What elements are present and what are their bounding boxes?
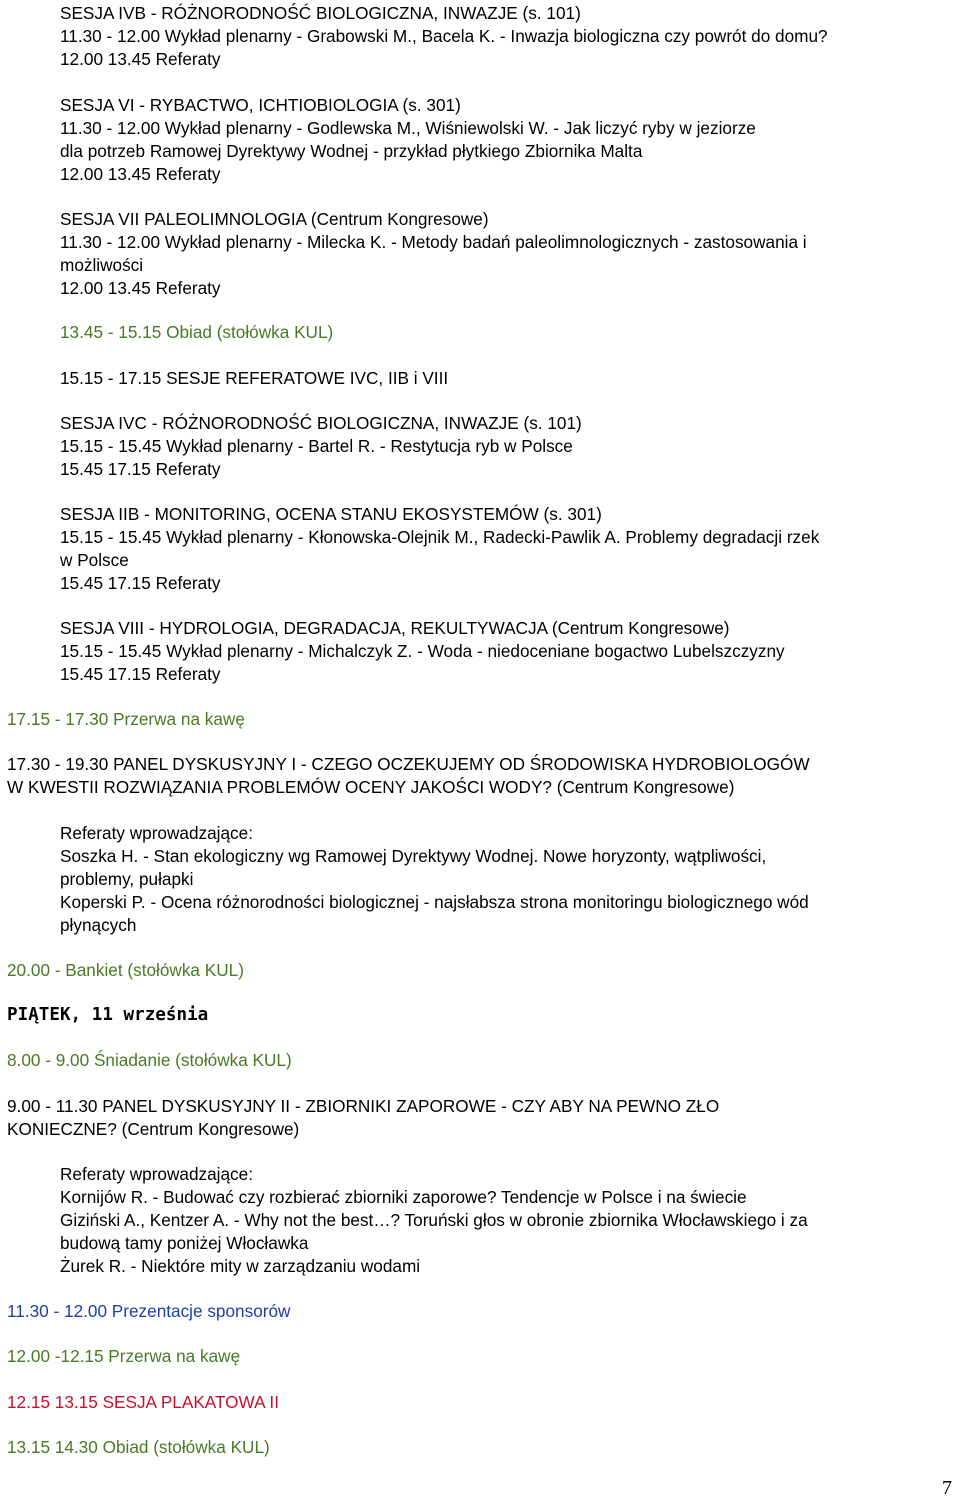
panel-i-talk: Koperski P. - Ocena różnorodności biologicznej - najsłabsza strona monitoringu biologicznego wód — [60, 892, 809, 912]
session-viii-lecture: 15.15 - 15.45 Wykład plenarny - Michalczyk Z. - Woda - niedoceniane bogactwo Lubelszczyzny — [60, 641, 785, 661]
panel-ii-talk-cont: budową tamy poniżej Włocławka — [60, 1233, 309, 1253]
session-ivc-lecture: 15.15 - 15.45 Wykład plenarny - Bartel R. - Restytucja ryb w Polsce — [60, 436, 573, 456]
poster-session: 12.15 13.15 SESJA PLAKATOWA II — [7, 1392, 279, 1412]
session-iib-lecture: 15.15 - 15.45 Wykład plenarny - Kłonowska-Olejnik M., Radecki-Pawlik A. Problemy degradacji rzek — [60, 527, 820, 547]
session-ivc-papers: 15.45 17.15 Referaty — [60, 459, 221, 479]
session-vii-lecture-cont: możliwości — [60, 255, 144, 275]
lunch-break-2: 13.15 14.30 Obiad (stołówka KUL) — [7, 1437, 270, 1457]
page-number: 7 — [942, 1477, 952, 1499]
session-vi-lecture: 11.30 - 12.00 Wykład plenarny - Godlewska M., Wiśniewolski W. - Jak liczyć ryby w jeziorze — [60, 118, 756, 138]
session-viii-papers: 15.45 17.15 Referaty — [60, 664, 221, 684]
session-iib-lecture-cont: w Polsce — [60, 550, 129, 570]
coffee-break-2: 12.00 -12.15 Przerwa na kawę — [7, 1346, 241, 1366]
session-ivb-papers: 12.00 13.45 Referaty — [60, 49, 221, 69]
session-ivb-lecture: 11.30 - 12.00 Wykład plenarny - Grabowski M., Bacela K. - Inwazja biologiczna czy powrót do domu? — [60, 26, 828, 46]
panel-i-intro: Referaty wprowadzające: — [60, 823, 253, 843]
sessions-block-heading: 15.15 - 17.15 SESJE REFERATOWE IVC, IIB i VIII — [60, 368, 449, 388]
panel-ii-talk: Żurek R. - Niektóre mity w zarządzaniu wodami — [60, 1256, 421, 1276]
banquet: 20.00 - Bankiet (stołówka KUL) — [7, 960, 244, 980]
session-ivc-title: SESJA IVC - RÓŻNORODNOŚĆ BIOLOGICZNA, INWAZJE (s. 101) — [60, 413, 582, 433]
panel-i-title: 17.30 - 19.30 PANEL DYSKUSYJNY I - CZEGO OCZEKUJEMY OD ŚRODOWISKA HYDROBIOLOGÓW — [7, 754, 810, 774]
session-vii-title: SESJA VII PALEOLIMNOLOGIA (Centrum Kongresowe) — [60, 209, 489, 229]
session-viii-title: SESJA VIII - HYDROLOGIA, DEGRADACJA, REKULTYWACJA (Centrum Kongresowe) — [60, 618, 730, 638]
session-iib-papers: 15.45 17.15 Referaty — [60, 573, 221, 593]
coffee-break: 17.15 - 17.30 Przerwa na kawę — [7, 709, 245, 729]
panel-i-talk-cont: problemy, pułapki — [60, 869, 194, 889]
panel-ii-title: 9.00 - 11.30 PANEL DYSKUSYJNY II - ZBIORNIKI ZAPOROWE - CZY ABY NA PEWNO ZŁO — [7, 1096, 720, 1116]
panel-ii-title-cont: KONIECZNE? (Centrum Kongresowe) — [7, 1119, 300, 1139]
session-vi-papers: 12.00 13.45 Referaty — [60, 164, 221, 184]
session-vi-lecture-cont: dla potrzeb Ramowej Dyrektywy Wodnej - przykład płytkiego Zbiornika Malta — [60, 141, 643, 161]
sponsor-presentations: 11.30 - 12.00 Prezentacje sponsorów — [7, 1301, 291, 1321]
session-vii-papers: 12.00 13.45 Referaty — [60, 278, 221, 298]
session-iib-title: SESJA IIB - MONITORING, OCENA STANU EKOSYSTEMÓW (s. 301) — [60, 504, 602, 524]
panel-ii-talk: Kornijów R. - Budować czy rozbierać zbiorniki zaporowe? Tendencje w Polsce i na świecie — [60, 1187, 747, 1207]
breakfast: 8.00 - 9.00 Śniadanie (stołówka KUL) — [7, 1050, 292, 1070]
session-ivb-title: SESJA IVB - RÓŻNORODNOŚĆ BIOLOGICZNA, INWAZJE (s. 101) — [60, 3, 581, 23]
day-heading: PIĄTEK, 11 września — [7, 1005, 209, 1025]
session-vii-lecture: 11.30 - 12.00 Wykład plenarny - Milecka K. - Metody badań paleolimnologicznych - zastosowania i — [60, 232, 807, 252]
panel-i-talk-cont: płynących — [60, 915, 137, 935]
panel-i-talk: Soszka H. - Stan ekologiczny wg Ramowej Dyrektywy Wodnej. Nowe horyzonty, wątpliwości, — [60, 846, 767, 866]
lunch-break: 13.45 - 15.15 Obiad (stołówka KUL) — [60, 322, 334, 342]
panel-ii-talk: Giziński A., Kentzer A. - Why not the best…? Toruński głos w obronie zbiornika Włocławskiego i za — [60, 1210, 808, 1230]
panel-ii-intro: Referaty wprowadzające: — [60, 1164, 253, 1184]
session-vi-title: SESJA VI - RYBACTWO, ICHTIOBIOLOGIA (s. 301) — [60, 95, 461, 115]
panel-i-title-cont: W KWESTII ROZWIĄZANIA PROBLEMÓW OCENY JAKOŚCI WODY? (Centrum Kongresowe) — [7, 777, 735, 797]
